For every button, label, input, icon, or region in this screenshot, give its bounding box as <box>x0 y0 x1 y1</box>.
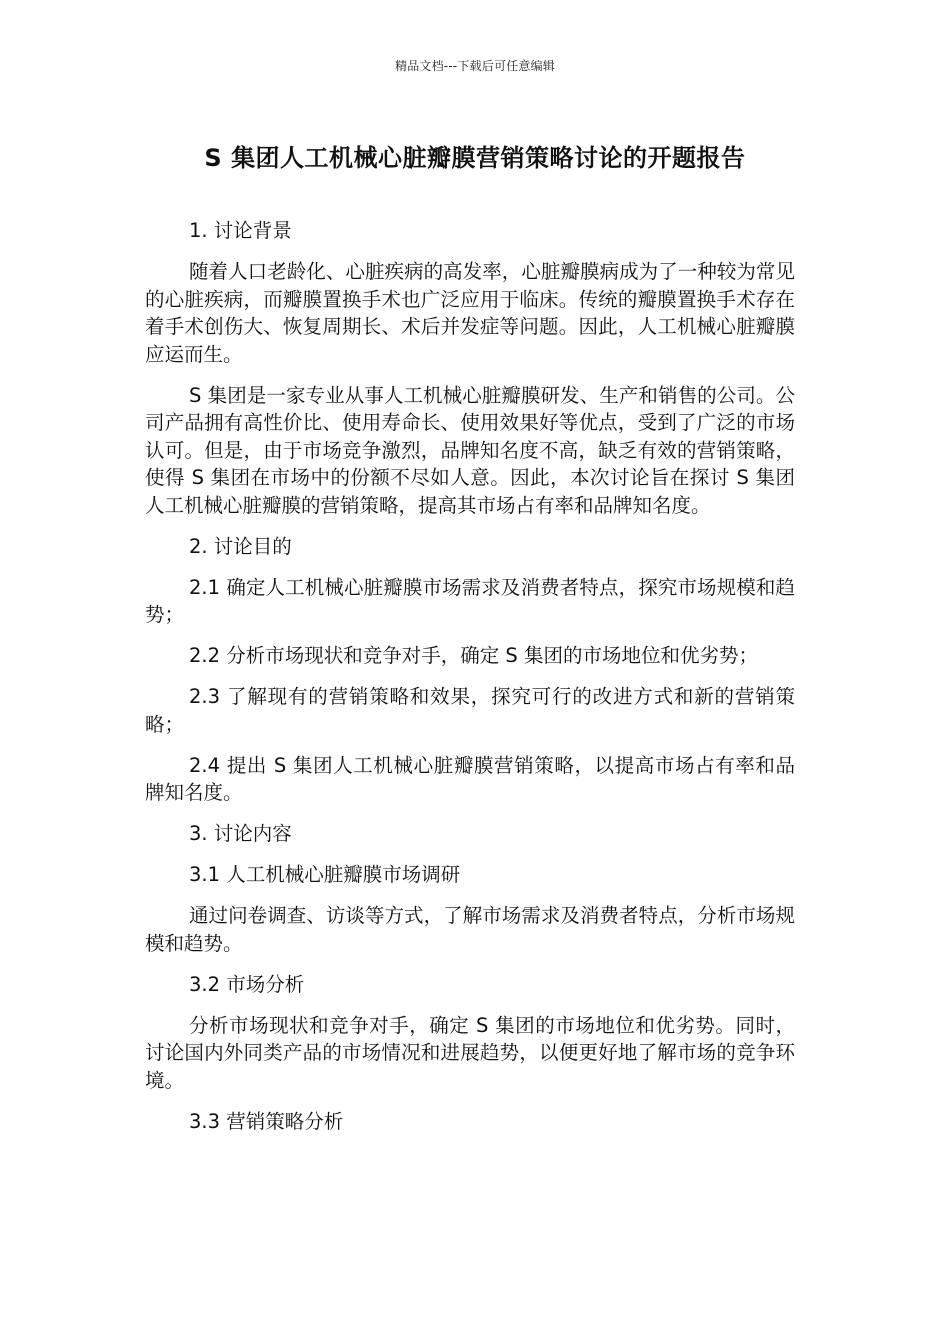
paragraph-3-2: 分析市场现状和竞争对手，确定 S 集团的市场地位和优劣势。同时，讨论国内外同类产品的市场情况和进展趋势，以便更好地了解市场的竞争环境。 <box>145 1013 795 1092</box>
purpose-item-2-4: 2.4 提出 S 集团人工机械心脏瓣膜营销策略，以提高市场占有率和品牌知名度。 <box>145 753 795 804</box>
section-heading-purpose: 2. 讨论目的 <box>189 534 292 558</box>
paragraph-3-1: 通过问卷调查、访谈等方式，了解市场需求及消费者特点，分析市场规模和趋势。 <box>145 904 795 955</box>
purpose-item-2-1: 2.1 确定人工机械心脏瓣膜市场需求及消费者特点，探究市场规模和趋势； <box>145 575 795 626</box>
subheading-3-2: 3.2 市场分析 <box>189 972 305 996</box>
paragraph-background-2: S 集团是一家专业从事人工机械心脏瓣膜研发、生产和销售的公司。公司产品拥有高性价比、使用寿命长、使用效果好等优点，受到了广泛的市场认可。但是，由于市场竞争激烈，品牌知名度不高，缺乏有效的营销策略，使得 S 集团在市场中的份额不尽如人意。因此，本次讨论旨在探讨 S 集团人工机械心脏瓣膜的营销策略，提高其市场占有率和品牌知名度。 <box>145 383 795 517</box>
section-heading-content: 3. 讨论内容 <box>189 822 292 845</box>
header-note: 精品文档---下载后可任意编辑 <box>395 59 555 73</box>
subheading-3-1: 3.1 人工机械心脏瓣膜市场调研 <box>189 863 461 886</box>
section-heading-background: 1. 讨论背景 <box>189 219 292 242</box>
document-title: S 集团人工机械心脏瓣膜营销策略讨论的开题报告 <box>204 144 746 172</box>
document-body <box>145 217 795 1149</box>
purpose-item-2-2: 2.2 分析市场现状和竞争对手，确定 S 集团的市场地位和优劣势； <box>189 644 758 667</box>
subheading-3-3: 3.3 营销策略分析 <box>189 1109 344 1133</box>
purpose-item-2-3: 2.3 了解现有的营销策略和效果，探究可行的改进方式和新的营销策略； <box>145 685 795 736</box>
paragraph-background-1: 随着人口老龄化、心脏疾病的高发率，心脏瓣膜病成为了一种较为常见的心脏疾病，而瓣膜置换手术也广泛应用于临床。传统的瓣膜置换手术存在着手术创伤大、恢复周期长、术后并发症等问题。因此，人工机械心脏瓣膜应运而生。 <box>145 260 795 366</box>
